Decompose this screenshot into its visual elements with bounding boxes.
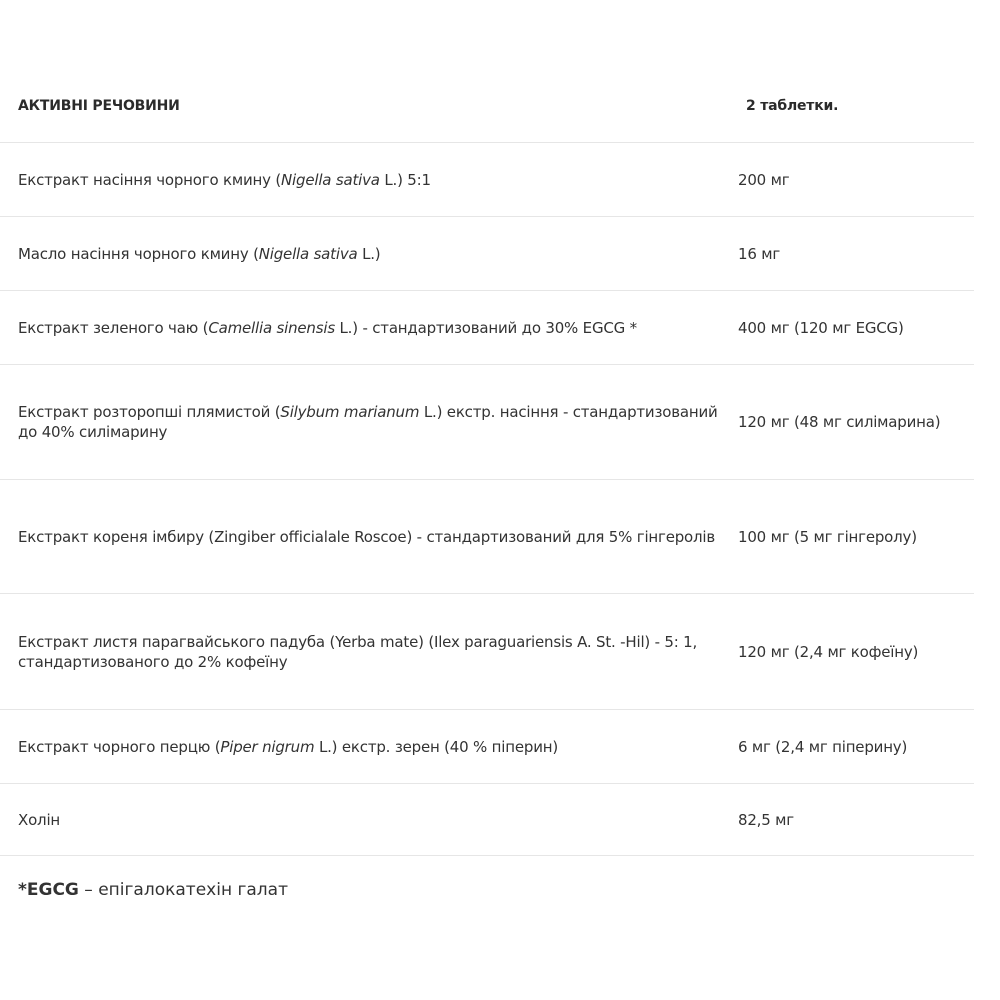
ingredient-name: Холін [18, 810, 61, 829]
ingredient-name: Екстракт зеленого чаю (Camellia sinensis L.) - стандартизований до 30% EGCG * [18, 318, 637, 337]
table-row [0, 784, 974, 856]
footnote [18, 880, 288, 900]
footnote-term: *EGCG [18, 880, 79, 900]
ingredient-dose: 100 мг (5 мг гінгеролу) [738, 527, 917, 546]
ingredient-name: Екстракт насіння чорного кмину (Nigella sativa L.) 5:1 [18, 170, 431, 189]
serving-column-header: 2 таблетки. [746, 98, 839, 114]
ingredients-column-header: АКТИВНІ РЕЧОВИНИ [18, 98, 180, 114]
footnote-definition: – епігалокатехін галат [78, 880, 288, 900]
table-row [0, 594, 974, 710]
table-header-row [0, 70, 974, 143]
ingredient-name: Масло насіння чорного кмину (Nigella sativa L.) [18, 244, 381, 263]
ingredient-name: Екстракт листя парагвайського падуба (Yerba mate) (Ilex paraguariensis A. St. -Hil) - 5: 1, стандартизованого до 2% кофеїну [18, 632, 698, 671]
ingredient-dose: 200 мг [738, 170, 790, 189]
ingredient-dose: 16 мг [738, 244, 781, 263]
table-row [0, 291, 974, 365]
table-row [0, 365, 974, 480]
table-row [0, 480, 974, 594]
ingredient-dose: 6 мг (2,4 мг піперину) [738, 737, 908, 756]
table-row [0, 143, 974, 217]
ingredient-dose: 400 мг (120 мг EGCG) [738, 318, 904, 337]
table-row [0, 217, 974, 291]
ingredient-dose: 120 мг (48 мг силімарина) [738, 413, 941, 431]
table-row [0, 710, 974, 784]
ingredient-name: Екстракт чорного перцю (Piper nigrum L.) екстр. зерен (40 % піперин) [18, 737, 559, 756]
ingredient-name: Екстракт розторопші плямистой (Silybum marianum L.) екстр. насіння - стандартизований до 40% силімарину [18, 403, 718, 441]
ingredients-table [0, 70, 974, 856]
ingredient-dose: 120 мг (2,4 мг кофеїну) [738, 642, 919, 661]
ingredient-dose: 82,5 мг [738, 810, 794, 829]
ingredient-name: Екстракт кореня імбиру (Zingiber officialale Roscoe) - стандартизований для 5% гінгеролів [18, 527, 716, 546]
